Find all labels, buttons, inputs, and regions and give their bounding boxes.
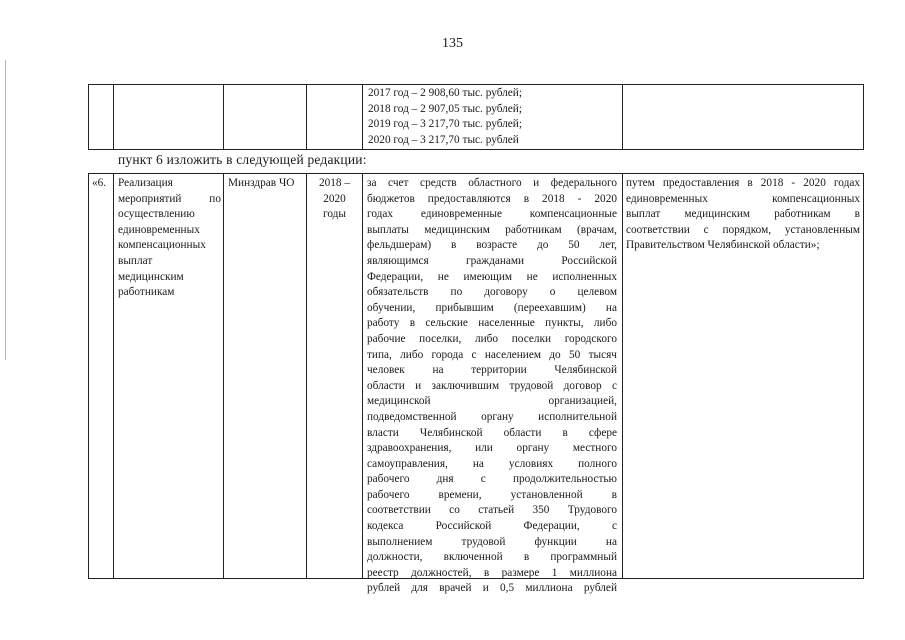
measure-name-line: Реализация [118, 177, 173, 189]
measure-name-line: выплат [118, 254, 153, 267]
result-line: Правительством Челябинской области»; [626, 239, 820, 252]
budget-line: 2020 год – 3 217,70 тыс. рублей [368, 133, 519, 146]
funding-line: выполнением трудовой функции на [367, 535, 617, 548]
funding-line: фельдшерам) в возрасте до 50 лет, [367, 239, 617, 252]
period-line: 2018 – [318, 177, 351, 189]
funding-line: области и заключившим трудовой договор с [367, 379, 617, 392]
period-line: 2020 [323, 192, 346, 205]
budget-line: 2019 год – 3 217,70 тыс. рублей; [368, 118, 522, 131]
measure-name-line: единовременных [118, 223, 200, 236]
budget-line: 2018 год – 2 907,05 тыс. рублей; [368, 102, 522, 115]
funding-line: Федерации, не имеющим не исполненных [367, 270, 617, 283]
funding-line: соответствии со статьей 350 Трудового [367, 504, 617, 517]
funding-line: типа, либо города с населением до 50 тысяч [367, 348, 617, 361]
budget-lines [368, 86, 618, 148]
funding-line: медицинской организацией, [367, 395, 617, 408]
executor: Минздрав ЧО [228, 177, 295, 189]
measure-name-line: осуществлению [118, 208, 195, 221]
measure-name-line: мероприятий по [118, 192, 221, 205]
page-number: 135 [442, 36, 463, 51]
result-line: путем предоставления в 2018 - 2020 годах [626, 177, 860, 189]
expected-result [626, 176, 860, 254]
funding-line: рублей для врачей и 0,5 миллиона рублей [367, 582, 617, 595]
funding-line: власти Челябинской области в сфере [367, 426, 617, 439]
funding-line: обязательств по договору о целевом [367, 286, 617, 299]
period-line: годы [322, 208, 346, 221]
funding-line: кодекса Российской Федерации, с [367, 520, 617, 533]
period [307, 176, 362, 223]
funding-line: за счет средств областного и федерального [367, 177, 617, 189]
funding-line: самоуправления, на условиях полного [367, 457, 617, 470]
funding-line: рабочие поселки, либо поселки городского [367, 332, 617, 345]
funding-line: обучении, прибывшим (переехавшим) на [367, 301, 617, 314]
funding-description [367, 176, 617, 597]
budget-line: 2017 год – 2 908,60 тыс. рублей; [368, 87, 522, 99]
funding-line: должности, включенной в программный [367, 551, 617, 564]
funding-line: работу в сельские населенные пункты, либо [367, 317, 617, 330]
measure-name [118, 176, 221, 301]
measure-name-line: медицинским [118, 270, 184, 283]
funding-line: подведомственной органу исполнительной [367, 410, 617, 423]
binding-margin-mark [5, 60, 6, 360]
funding-line: являющимся гражданами Российской [367, 254, 617, 267]
result-line: соответствии с порядком, установленным [626, 223, 860, 236]
row-number: «6. [92, 177, 107, 189]
measure-name-line: компенсационных [118, 239, 206, 252]
funding-line: рабочего времени, установленной в [367, 488, 617, 501]
funding-line: здравоохранения, или органу местного [367, 442, 617, 455]
funding-line: годах единовременные компенсационные [367, 208, 617, 221]
funding-line: человек на территории Челябинской [367, 364, 617, 377]
result-line: единовременных компенсационных [626, 192, 860, 205]
amendment-note: пункт 6 изложить в следующей редакции: [118, 152, 367, 167]
funding-line: рабочего дня с продолжительностью [367, 473, 617, 486]
funding-line: выплаты медицинским работникам (врачам, [367, 223, 617, 236]
funding-line: реестр должностей, в размере 1 миллиона [367, 566, 617, 579]
result-line: выплат медицинским работникам в [626, 208, 860, 221]
funding-line: бюджетов предоставляются в 2018 - 2020 [367, 192, 617, 205]
measure-name-line: работникам [118, 286, 175, 299]
